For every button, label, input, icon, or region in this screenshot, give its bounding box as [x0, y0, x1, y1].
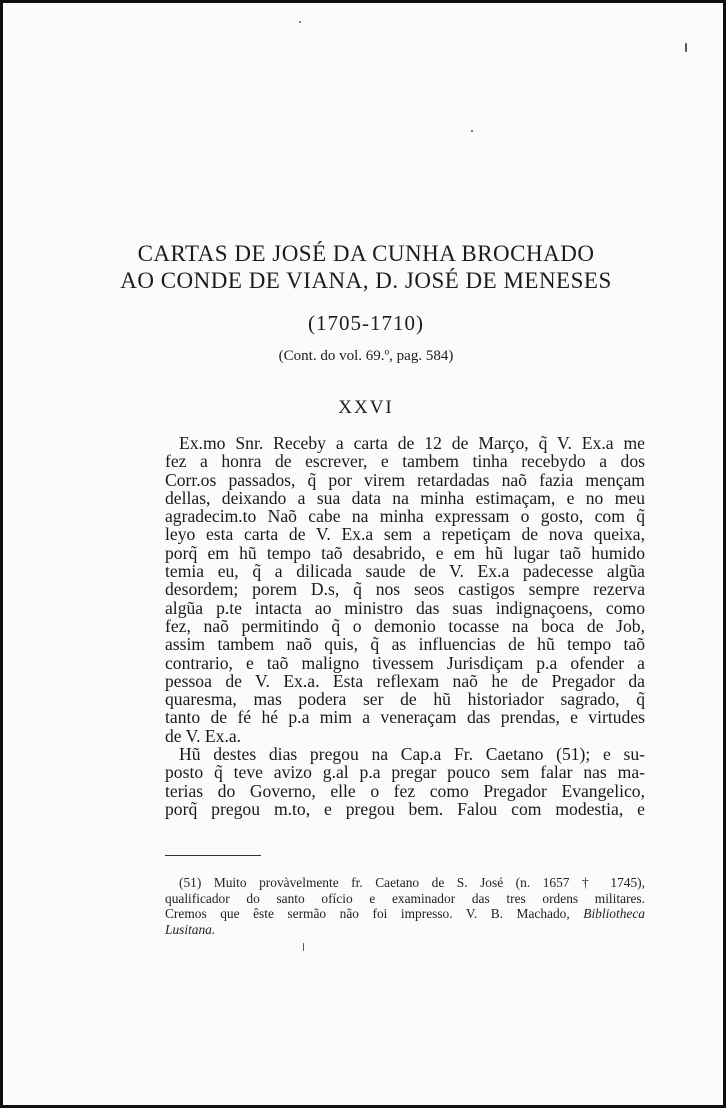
paper-speck — [303, 943, 304, 951]
body-line: fez, naõ permitindo q̃ o demonio tocasse na boca de Job, — [165, 615, 645, 636]
body-line: Ex.mo Snr. Receby a carta de 12 de Março, q̃ V. Ex.a me — [179, 433, 645, 453]
paper-speck — [471, 130, 473, 132]
heading-line-1: CARTAS DE JOSÉ DA CUNHA BROCHADO — [137, 241, 595, 266]
paper-speck — [299, 21, 301, 23]
footnote-line — [165, 906, 645, 922]
body-line: terias do Governo, elle o fez como Pregador Evangelico, — [165, 780, 645, 801]
footnote — [165, 875, 645, 937]
footnote-divider — [165, 855, 261, 856]
body-line: Hũ destes dias pregou na Cap.a Fr. Caetano (51); e su- — [179, 744, 645, 765]
paper-speck — [685, 43, 687, 52]
body-line: dellas, deixando a sua data na minha estimaçam, e no meu — [165, 487, 645, 508]
body-line: agradecim.to Naõ cabe na minha expressam o gosto, com q̃ — [165, 506, 645, 527]
letter-body — [165, 434, 645, 818]
body-line: posto q̃ teve avizo g.al p.a pregar pouco sem falar nas ma- — [165, 762, 645, 783]
heading-years: (1705-1710) — [308, 311, 424, 335]
continuation-note: (Cont. do vol. 69.º, pag. 584) — [278, 348, 454, 364]
body-line: algũa p.te intacta ao ministro das suas indignaçoens, como — [165, 597, 645, 618]
footnote-line: qualificador do santo ofício e examinador das tres ordens militares. — [165, 890, 645, 906]
body-line: fez a honra de escrever, e tambem tinha recebydo a dos — [165, 451, 645, 472]
body-line: pessoa de V. Ex.a. Esta reflexam naõ he de Pregador da — [165, 670, 645, 691]
footnote-line — [165, 922, 645, 938]
body-line: assim tambem naõ quis, q̃ as influencias de hũ tempo taõ — [165, 634, 645, 655]
letter-number: XXVI — [338, 397, 394, 418]
body-line: Corr.os passados, q̃ por virem retardadas naõ fazia mençam — [165, 469, 645, 490]
footnote-line-text: Cremos que êste sermão não foi impresso. V. B. Machado, — [165, 906, 570, 922]
body-line: porq̃ em hũ tempo taõ desabrido, e em hũ lugar taõ humido — [165, 542, 645, 563]
footnote-book-title: Bibliotheca — [583, 906, 645, 922]
footnote-book-title-end: Lusitana. — [165, 921, 216, 937]
body-line: temia eu, q̃ a dilicada saude de V. Ex.a padecesse algũa — [165, 561, 645, 582]
body-line: de V. Ex.a. — [165, 725, 242, 746]
heading-line-2: AO CONDE DE VIANA, D. JOSÉ DE MENESES — [120, 268, 612, 293]
body-line: porq̃ pregou m.to, e pregou bem. Falou com modestia, e — [165, 798, 645, 819]
body-line: quaresma, mas podera ser de hũ historiador sagrado, q̃ — [165, 689, 645, 710]
footnote-line: (51) Muito provàvelmente fr. Caetano de S. José (n. 1657 † 1745), — [179, 875, 645, 890]
body-line: contrario, e taõ maligno tivessem Jurisdiçam p.a ofender a — [165, 652, 645, 673]
body-line: desordem; porem D.s, q̃ nos seos castigos sempre rezerva — [165, 579, 645, 600]
body-line: tanto de fé hé p.a mim a veneraçam das prendas, e virtudes — [165, 707, 645, 728]
body-line: leyo esta carta de V. Ex.a sem a repetiçam de nova queixa, — [165, 524, 645, 545]
